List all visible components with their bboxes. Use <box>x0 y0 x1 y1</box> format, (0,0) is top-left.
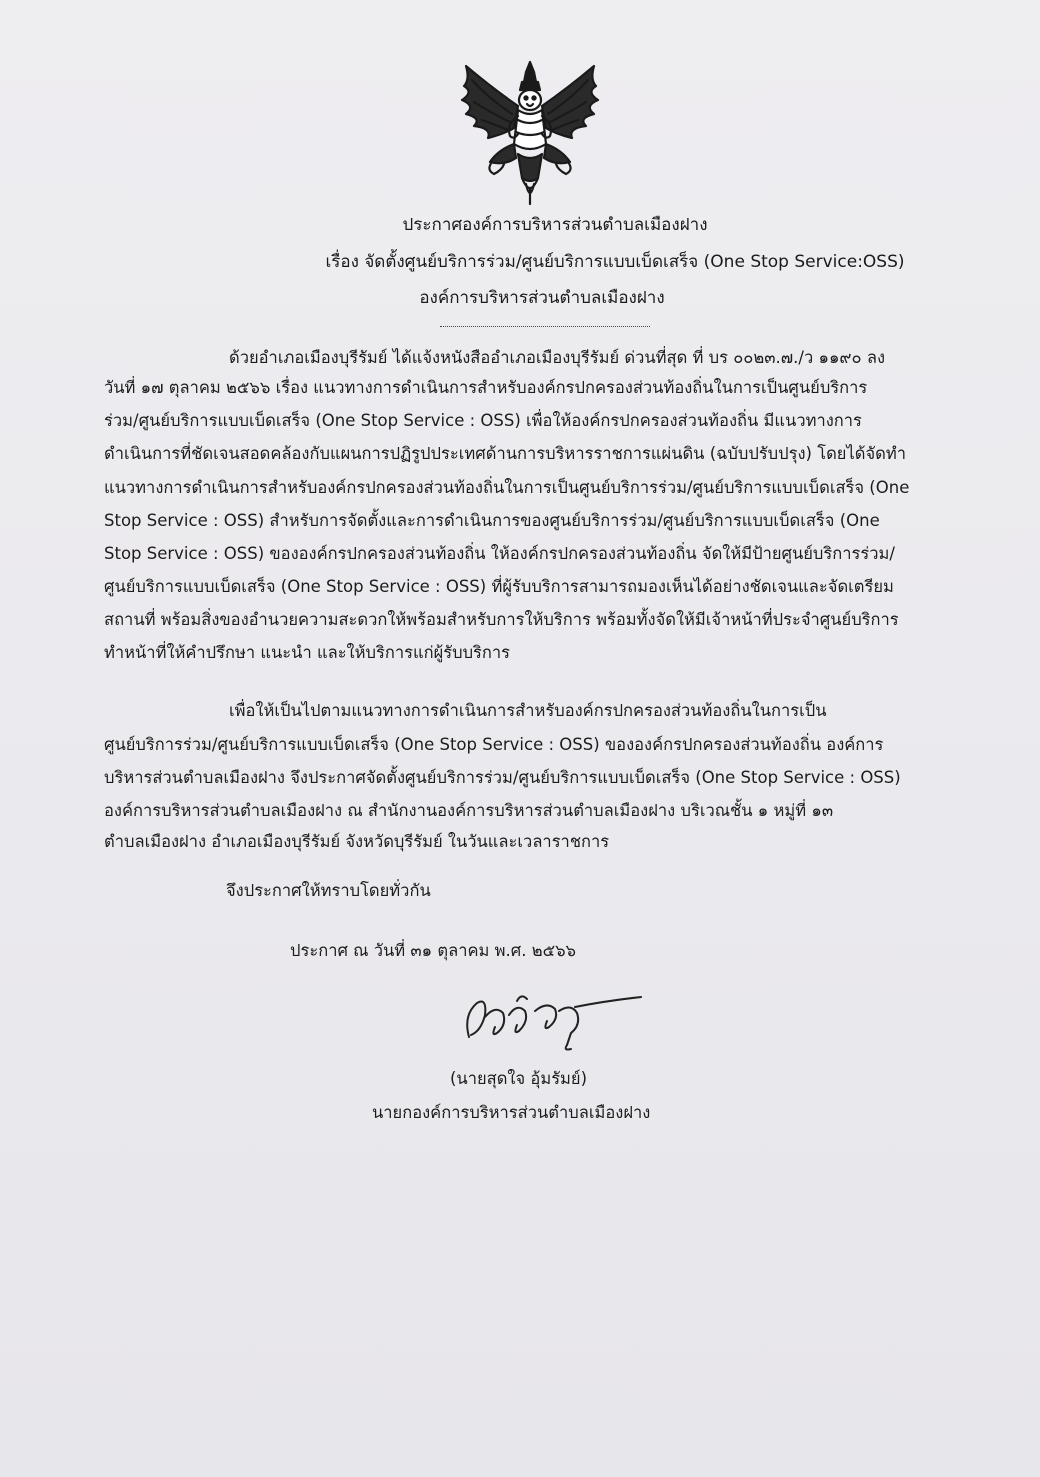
closing-statement: จึงประกาศให้ทราบโดยทั่วกัน <box>226 881 431 900</box>
paragraph-1-line: ด้วยอำเภอเมืองบุรีรัมย์ ได้แจ้งหนังสืออำเภอเมืองบุรีรัมย์ ด่วนที่สุด ที่ บร ๐๐๒๓.๗./ว ๑๑๙๐ ลง <box>229 348 886 367</box>
paragraph-2-line: ตำบลเมืองฝาง อำเภอเมืองบุรีรัมย์ จังหวัดบุรีรัมย์ ในวันและเวลาราชการ <box>104 832 610 851</box>
paragraph-1-line: แนวทางการดำเนินการสำหรับองค์กรปกครองส่วนท้องถิ่นในการเป็นศูนย์บริการร่วม/ศูนย์บริการแบบเบ็ดเสร็จ (One <box>104 478 910 497</box>
signatory-position: นายกองค์การบริหารส่วนตำบลเมืองฝาง <box>372 1103 651 1122</box>
paragraph-1-line: Stop Service : OSS) สำหรับการจัดตั้งและการดำเนินการของศูนย์บริการร่วม/ศูนย์บริการแบบเบ็ดเสร็จ (One <box>104 511 880 530</box>
paragraph-2-line: บริหารส่วนตำบลเมืองฝาง จึงประกาศจัดตั้งศูนย์บริการร่วม/ศูนย์บริการแบบเบ็ดเสร็จ (One Stop Service : OSS) <box>104 768 901 787</box>
announcement-subject: เรื่อง จัดตั้งศูนย์บริการร่วม/ศูนย์บริการแบบเบ็ดเสร็จ (One Stop Service:OSS) <box>325 252 905 272</box>
paragraph-1-line: ดำเนินการที่ชัดเจนสอดคล้องกับแผนการปฏิรูปประเทศด้านการบริหารราชการแผ่นดิน (ฉบับปรับปรุง) โดยได้จัดทำ <box>104 444 906 463</box>
signature-icon <box>455 985 645 1055</box>
paragraph-2-line: เพื่อให้เป็นไปตามแนวทางการดำเนินการสำหรับองค์กรปกครองส่วนท้องถิ่นในการเป็น <box>229 701 827 720</box>
paragraph-2-line: ศูนย์บริการร่วม/ศูนย์บริการแบบเบ็ดเสร็จ (One Stop Service : OSS) ขององค์กรปกครองส่วนท้องถิ่น องค์การ <box>104 735 884 754</box>
paragraph-1-line: สถานที่ พร้อมสิ่งของอำนวยความสะดวกให้พร้อมสำหรับการให้บริการ พร้อมทั้งจัดให้มีเจ้าหน้าที่ประจำศูนย์บริการ <box>104 610 899 629</box>
signatory-name: (นายสุดใจ อุ้มรัมย์) <box>450 1069 588 1088</box>
paragraph-1-line: Stop Service : OSS) ขององค์กรปกครองส่วนท้องถิ่น ให้องค์กรปกครองส่วนท้องถิ่น จัดให้มีป้ายศูนย์บริการร่วม/ <box>104 544 895 563</box>
paragraph-1-line: ศูนย์บริการแบบเบ็ดเสร็จ (One Stop Service : OSS) ที่ผู้รับบริการสามารถมองเห็นได้อย่างชัดเจนและจัดเตรียม <box>104 577 894 596</box>
paragraph-1-line: ร่วม/ศูนย์บริการแบบเบ็ดเสร็จ (One Stop Service : OSS) เพื่อให้องค์กรปกครองส่วนท้องถิ่น มีแนวทางการ <box>104 411 862 430</box>
announcement-date: ประกาศ ณ วันที่ ๓๑ ตุลาคม พ.ศ. ๒๕๖๖ <box>290 941 577 960</box>
paragraph-2-line: องค์การบริหารส่วนตำบลเมืองฝาง ณ สำนักงานองค์การบริหารส่วนตำบลเมืองฝาง บริเวณชั้น ๑ หมู่ที่ ๑๓ <box>104 801 834 820</box>
paragraph-1-line: วันที่ ๑๗ ตุลาคม ๒๕๖๖ เรื่อง แนวทางการดำเนินการสำหรับองค์กรปกครองส่วนท้องถิ่นในการเป็นศูนย์บริการ <box>104 378 868 397</box>
announcement-title: ประกาศองค์การบริหารส่วนตำบลเมืองฝาง <box>402 215 708 235</box>
paragraph-1-line: ทำหน้าที่ให้คำปรึกษา แนะนำ และให้บริการแก่ผู้รับบริการ <box>104 643 511 662</box>
announcement-issuer: องค์การบริหารส่วนตำบลเมืองฝาง <box>419 288 665 308</box>
header-divider <box>440 326 650 327</box>
garuda-emblem-icon <box>452 58 608 206</box>
